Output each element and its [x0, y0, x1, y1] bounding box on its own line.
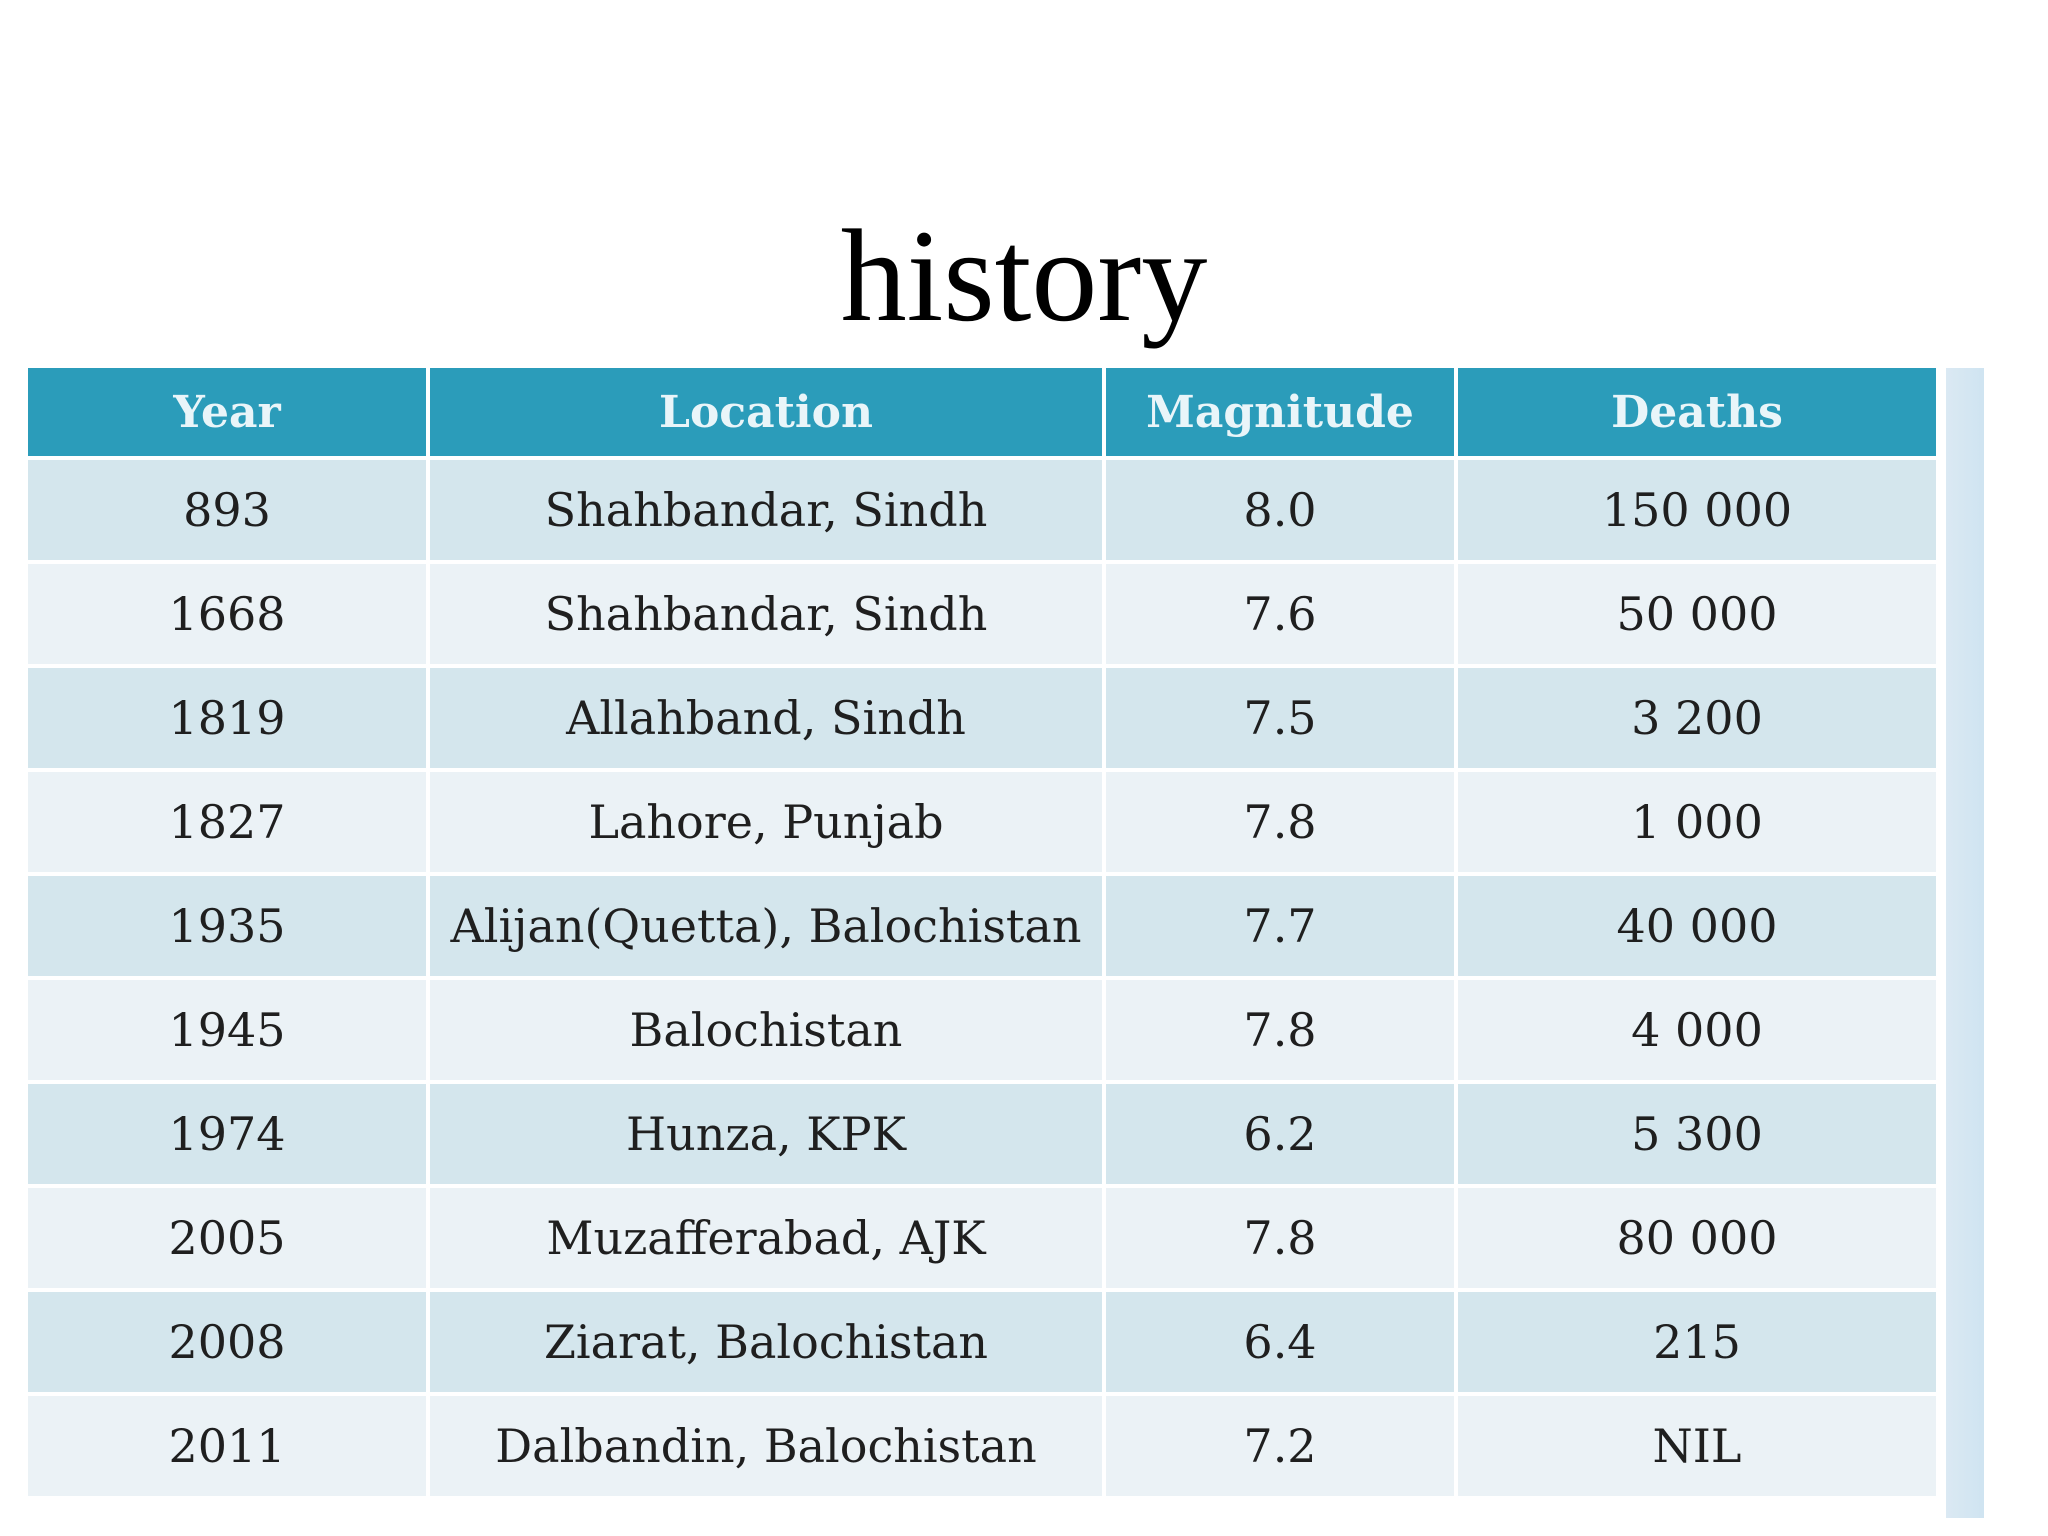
cell-location: Ziarat, Balochistan [430, 1292, 1102, 1392]
cell-magnitude: 6.4 [1106, 1292, 1454, 1392]
cell-year: 1935 [28, 876, 426, 976]
slide-title: history [840, 202, 1208, 349]
cell-magnitude: 7.7 [1106, 876, 1454, 976]
table-row [28, 1084, 1936, 1184]
cell-location: Muzafferabad, AJK [430, 1188, 1102, 1288]
table-row [28, 564, 1936, 664]
cell-year: 1827 [28, 772, 426, 872]
table-row [28, 980, 1936, 1080]
cell-deaths: NIL [1458, 1396, 1936, 1496]
cell-magnitude: 7.8 [1106, 772, 1454, 872]
cell-deaths: 3 200 [1458, 668, 1936, 768]
cell-location: Balochistan [430, 980, 1102, 1080]
cell-location: Shahbandar, Sindh [430, 564, 1102, 664]
cell-magnitude: 7.6 [1106, 564, 1454, 664]
cell-magnitude: 7.2 [1106, 1396, 1454, 1496]
cell-deaths: 215 [1458, 1292, 1936, 1392]
table-row [28, 1292, 1936, 1392]
cell-magnitude: 6.2 [1106, 1084, 1454, 1184]
cell-location: Hunza, KPK [430, 1084, 1102, 1184]
cell-year: 2005 [28, 1188, 426, 1288]
cell-magnitude: 7.5 [1106, 668, 1454, 768]
table-header-row [28, 368, 1936, 456]
column-header-year: Year [28, 368, 426, 456]
column-header-deaths: Deaths [1458, 368, 1936, 456]
cell-deaths: 1 000 [1458, 772, 1936, 872]
cell-magnitude: 7.8 [1106, 1188, 1454, 1288]
cell-deaths: 40 000 [1458, 876, 1936, 976]
cell-deaths: 80 000 [1458, 1188, 1936, 1288]
cell-location: Allahband, Sindh [430, 668, 1102, 768]
table-row [28, 772, 1936, 872]
cell-year: 1974 [28, 1084, 426, 1184]
cell-location: Lahore, Punjab [430, 772, 1102, 872]
table-row [28, 1396, 1936, 1496]
column-header-magnitude: Magnitude [1106, 368, 1454, 456]
column-header-location: Location [430, 368, 1102, 456]
cell-deaths: 4 000 [1458, 980, 1936, 1080]
cell-year: 2008 [28, 1292, 426, 1392]
cell-year: 1819 [28, 668, 426, 768]
cell-location: Dalbandin, Balochistan [430, 1396, 1102, 1496]
cell-location: Shahbandar, Sindh [430, 460, 1102, 560]
cell-deaths: 5 300 [1458, 1084, 1936, 1184]
table-row [28, 1188, 1936, 1288]
earthquake-history-table [24, 364, 1940, 1500]
cell-year: 893 [28, 460, 426, 560]
cell-magnitude: 7.8 [1106, 980, 1454, 1080]
table-row [28, 668, 1936, 768]
cell-deaths: 150 000 [1458, 460, 1936, 560]
earthquake-table-container [28, 368, 1982, 1518]
table-row [28, 460, 1936, 560]
cell-year: 1668 [28, 564, 426, 664]
cell-magnitude: 8.0 [1106, 460, 1454, 560]
cell-deaths: 50 000 [1458, 564, 1936, 664]
cell-location: Alijan(Quetta), Balochistan [430, 876, 1102, 976]
table-row [28, 876, 1936, 976]
cell-year: 2011 [28, 1396, 426, 1496]
cell-year: 1945 [28, 980, 426, 1080]
